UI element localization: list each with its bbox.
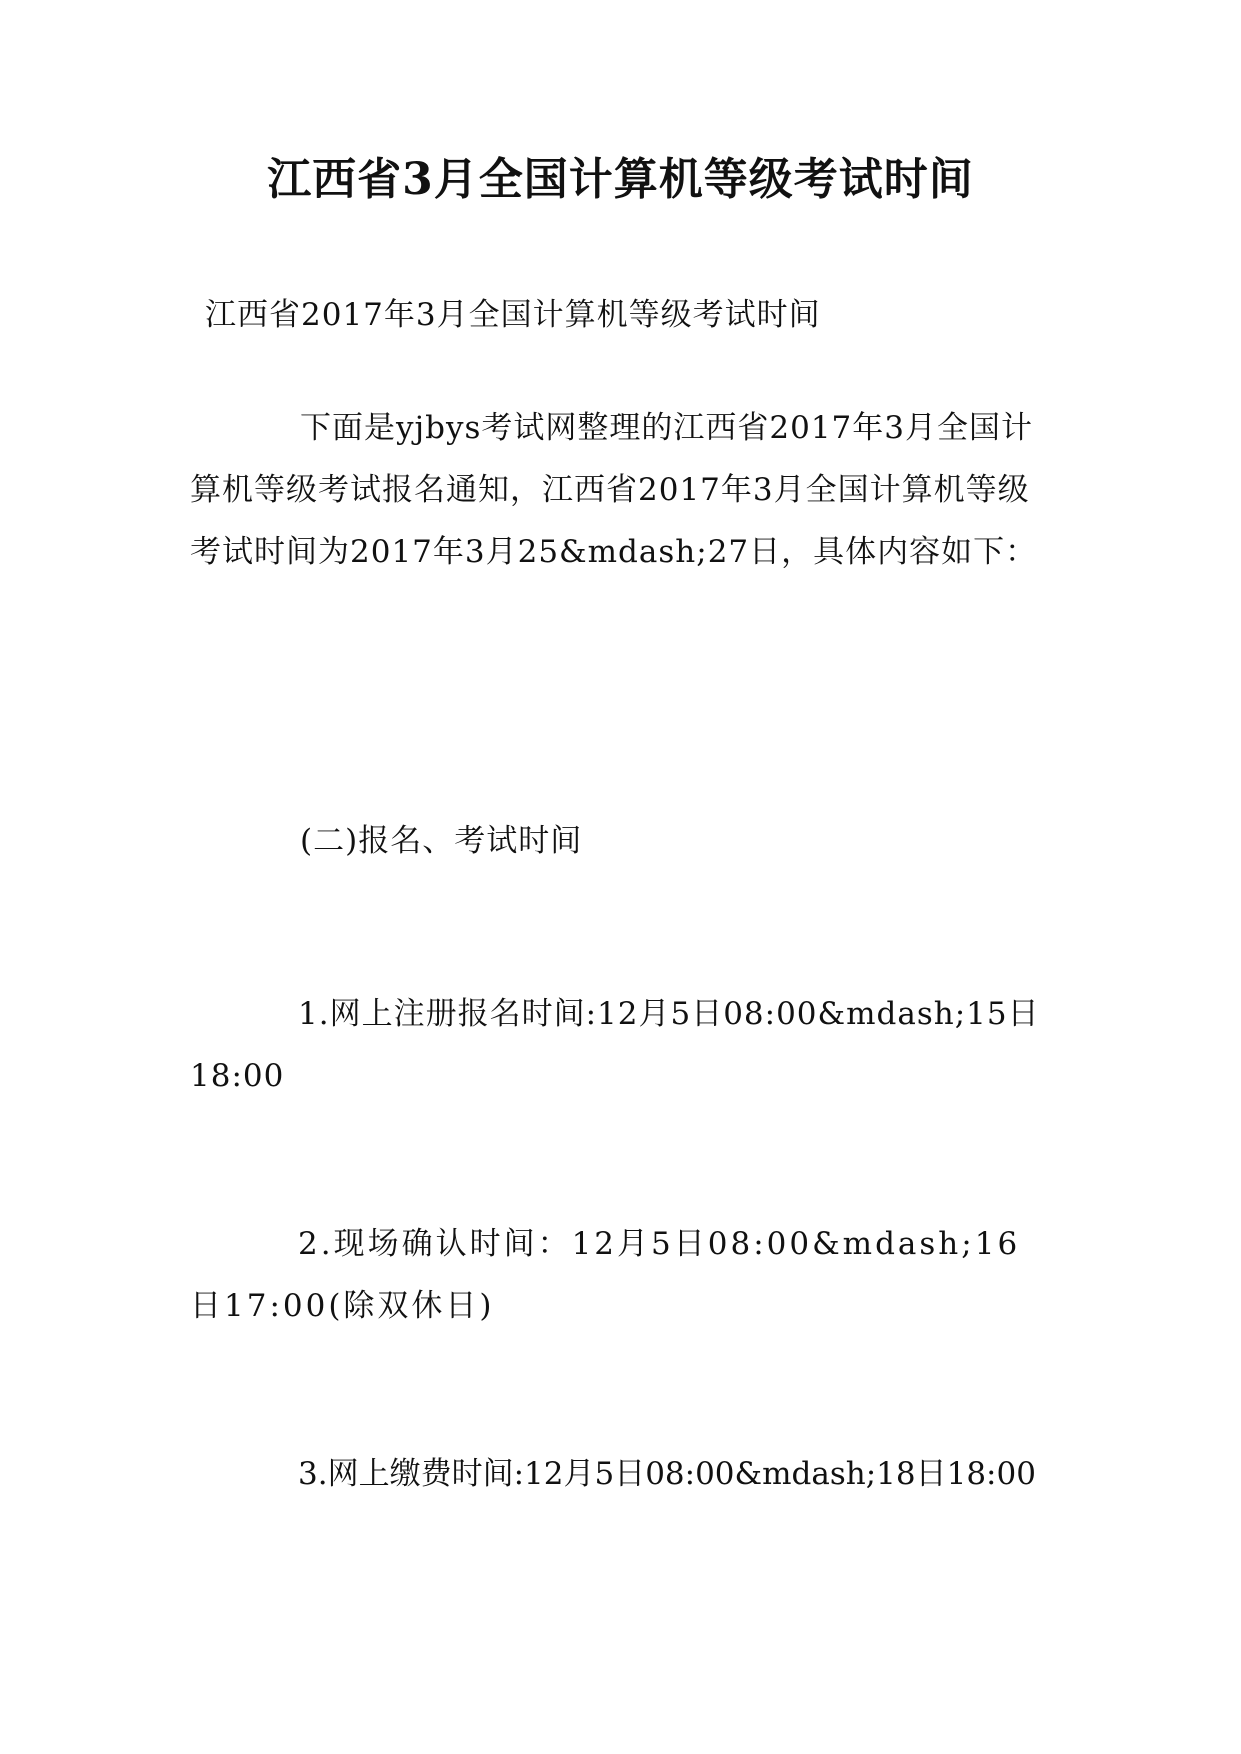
schedule-item-payment: 3.网上缴费时间:12月5日08:00&mdash;18日18:00 — [298, 1456, 1036, 1492]
document-title: 江西省3月全国计算机等级考试时间 — [267, 154, 974, 205]
intro-paragraph: 下面是yjbys考试网整理的江西省2017年3月全国计算机等级考试报名通知，江西省2017年3月全国计算机等级考试时间为2017年3月25&mdash;27日，具体内容如下： — [190, 410, 1038, 570]
document-subtitle: 江西省2017年3月全国计算机等级考试时间 — [205, 297, 821, 333]
schedule-item-registration: 1.网上注册报名时间:12月5日08:00&mdash;15日18:00 — [190, 996, 1040, 1094]
schedule-item-onsite-confirmation: 2.现场确认时间：12月5日08:00&mdash;16日17:00(除双休日) — [190, 1226, 1021, 1324]
section-heading: (二)报名、考试时间 — [300, 823, 583, 859]
